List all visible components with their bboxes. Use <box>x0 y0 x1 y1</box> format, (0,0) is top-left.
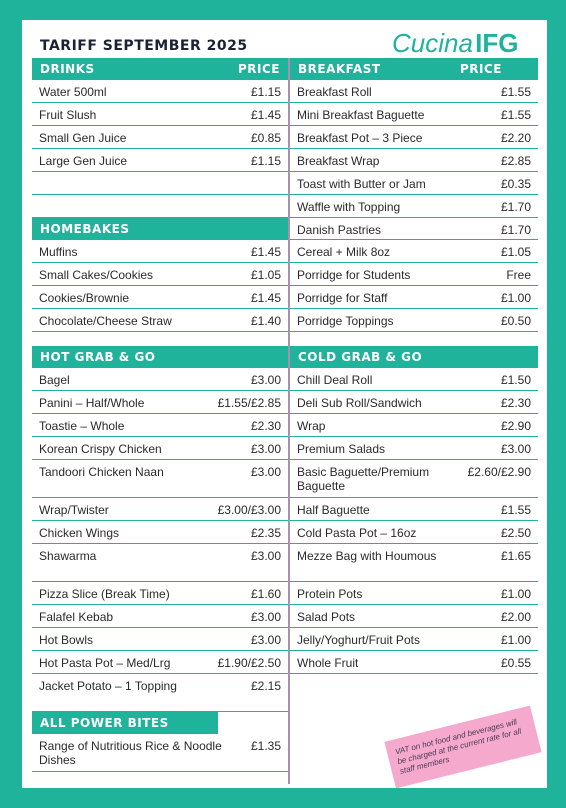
brand-name: Cucina <box>392 28 473 58</box>
item-name: Tandoori Chicken Naan <box>39 465 164 479</box>
item-name: Breakfast Pot – 3 Piece <box>297 131 423 145</box>
homebakes-header <box>32 218 288 240</box>
section-title: HOT GRAB & GO <box>40 350 156 364</box>
item-price: £1.55 <box>500 503 531 517</box>
item-price: £1.40 <box>250 314 281 328</box>
item-name: Wrap <box>297 419 326 433</box>
menu-row <box>290 651 538 674</box>
item-price: £0.50 <box>500 314 531 328</box>
item-price: £0.35 <box>500 177 531 191</box>
item-price: £1.35 <box>250 739 281 753</box>
item-name: Half Baguette <box>297 503 370 517</box>
item-name: Cookies/Brownie <box>39 291 130 305</box>
item-price: £0.55 <box>500 656 531 670</box>
item-price: £0.85 <box>250 131 281 145</box>
menu-row <box>290 414 538 437</box>
menu-row <box>32 674 288 712</box>
page-title: TARIFF SEPTEMBER 2025 <box>40 38 248 54</box>
item-name: Chill Deal Roll <box>297 373 373 387</box>
menu-row <box>290 286 538 309</box>
menu-row <box>290 521 538 544</box>
item-price: Free <box>506 268 531 282</box>
item-name: Danish Pastries <box>297 223 382 237</box>
menu-row <box>32 460 288 498</box>
item-name: Hot Pasta Pot – Med/Lrg <box>39 656 171 670</box>
item-name: Whole Fruit <box>297 656 359 670</box>
item-name: Toast with Butter or Jam <box>297 177 426 191</box>
item-price: £2.50 <box>500 526 531 540</box>
breakfast-header <box>290 58 538 80</box>
section-gap <box>290 332 538 346</box>
menu-row <box>290 309 538 332</box>
item-price: £3.00 <box>250 610 281 624</box>
item-name: Porridge Toppings <box>297 314 394 328</box>
item-price: £1.15 <box>250 154 281 168</box>
item-price: £2.30 <box>250 419 281 433</box>
vat-note: VAT on hot food and beverages will be charged at the current rate for all staff members <box>384 706 541 789</box>
menu-row <box>290 391 538 414</box>
item-name: Small Cakes/Cookies <box>39 268 154 282</box>
item-price: £1.45 <box>250 245 281 259</box>
item-price: £1.00 <box>500 291 531 305</box>
item-name: Range of Nutritious Rice & Noodle Dishes <box>39 739 222 767</box>
menu-row <box>290 498 538 521</box>
item-price: £2.90 <box>500 419 531 433</box>
item-name: Salad Pots <box>297 610 356 624</box>
menu-row <box>290 263 538 286</box>
item-name: Porridge for Students <box>297 268 411 282</box>
menu-row <box>290 218 538 240</box>
item-price: £1.45 <box>250 291 281 305</box>
empty-row <box>32 195 288 218</box>
item-name: Mini Breakfast Baguette <box>297 108 425 122</box>
item-name: Water 500ml <box>39 85 107 99</box>
menu-row <box>32 80 288 103</box>
item-name: Jacket Potato – 1 Topping <box>39 679 177 693</box>
menu-row <box>290 605 538 628</box>
item-price: £3.00 <box>250 549 281 563</box>
item-name: Falafel Kebab <box>39 610 114 624</box>
menu-row <box>32 605 288 628</box>
menu-row <box>32 651 288 674</box>
menu-row <box>290 628 538 651</box>
item-price: £1.90/£2.50 <box>217 656 281 670</box>
menu-row <box>32 263 288 286</box>
item-price: £1.05 <box>250 268 281 282</box>
item-price: £1.00 <box>500 633 531 647</box>
item-price: £2.15 <box>250 679 281 693</box>
section-title: DRINKS <box>40 62 95 76</box>
menu-row <box>290 582 538 605</box>
item-name: Bagel <box>39 373 70 387</box>
item-name: Muffins <box>39 245 78 259</box>
menu-row <box>290 437 538 460</box>
menu-row <box>290 195 538 218</box>
menu-row <box>32 498 288 521</box>
section-title: BREAKFAST <box>298 62 381 76</box>
item-name: Deli Sub Roll/Sandwich <box>297 396 422 410</box>
item-price: £3.00 <box>250 633 281 647</box>
menu-row <box>290 172 538 195</box>
item-name: Cold Pasta Pot – 16oz <box>297 526 417 540</box>
menu-row <box>32 734 288 772</box>
item-name: Mezze Bag with Houmous <box>297 549 437 563</box>
item-price: £2.85 <box>500 154 531 168</box>
brand-logo <box>392 28 518 59</box>
item-price: £1.15 <box>250 85 281 99</box>
item-name: Breakfast Wrap <box>297 154 380 168</box>
menu-row <box>32 368 288 391</box>
item-price: £3.00 <box>500 442 531 456</box>
menu-row <box>32 414 288 437</box>
item-price: £2.20 <box>500 131 531 145</box>
menu-row <box>32 544 288 582</box>
left-column <box>32 58 288 772</box>
item-name: Wrap/Twister <box>39 503 109 517</box>
menu-row <box>290 368 538 391</box>
item-name: Cereal + Milk 8oz <box>297 245 391 259</box>
section-gap <box>32 332 288 346</box>
price-label: PRICE <box>459 62 502 76</box>
cold-grab-header <box>290 346 538 368</box>
empty-row <box>32 172 288 195</box>
section-title: ALL POWER BITES <box>40 716 169 730</box>
item-price: £1.65 <box>500 549 531 563</box>
item-price: £1.55 <box>500 85 531 99</box>
item-price: £1.00 <box>500 587 531 601</box>
power-bites-header <box>32 712 218 734</box>
menu-row <box>32 437 288 460</box>
item-price: £1.05 <box>500 245 531 259</box>
item-name: Premium Salads <box>297 442 386 456</box>
menu-row <box>32 103 288 126</box>
item-name: Chicken Wings <box>39 526 120 540</box>
item-price: £2.00 <box>500 610 531 624</box>
bottom-band <box>22 788 547 808</box>
item-price: £1.70 <box>500 223 531 237</box>
menu-row <box>32 582 288 605</box>
item-price: £2.60/£2.90 <box>467 465 531 479</box>
item-name: Small Gen Juice <box>39 131 127 145</box>
menu-row <box>32 286 288 309</box>
menu-row <box>32 309 288 332</box>
menu-row <box>290 544 538 582</box>
hot-grab-header <box>32 346 288 368</box>
price-label: PRICE <box>237 62 280 76</box>
item-name: Toastie – Whole <box>39 419 125 433</box>
item-name: Breakfast Roll <box>297 85 372 99</box>
menu-row <box>32 240 288 263</box>
item-price: £3.00/£3.00 <box>217 503 281 517</box>
right-column <box>290 58 538 674</box>
item-name: Jelly/Yoghurt/Fruit Pots <box>297 633 420 647</box>
menu-row <box>32 628 288 651</box>
menu-row <box>290 149 538 172</box>
item-price: £1.45 <box>250 108 281 122</box>
item-name: Fruit Slush <box>39 108 97 122</box>
item-name: Basic Baguette/Premium Baguette <box>297 465 430 493</box>
item-name: Chocolate/Cheese Straw <box>39 314 172 328</box>
item-name: Waffle with Topping <box>297 200 401 214</box>
item-price: £2.30 <box>500 396 531 410</box>
item-name: Pizza Slice (Break Time) <box>39 587 170 601</box>
item-name: Panini – Half/Whole <box>39 396 145 410</box>
item-name: Hot Bowls <box>39 633 94 647</box>
menu-row <box>32 391 288 414</box>
item-price: £3.00 <box>250 373 281 387</box>
menu-row <box>290 460 538 498</box>
item-price: £3.00 <box>250 442 281 456</box>
item-name: Large Gen Juice <box>39 154 128 168</box>
item-price: £1.55/£2.85 <box>217 396 281 410</box>
brand-suffix: IFG <box>475 28 519 58</box>
section-title: HOMEBAKES <box>40 222 130 236</box>
section-title: COLD GRAB & GO <box>298 350 423 364</box>
item-price: £2.35 <box>250 526 281 540</box>
item-name: Korean Crispy Chicken <box>39 442 162 456</box>
item-name: Porridge for Staff <box>297 291 388 305</box>
menu-row <box>32 521 288 544</box>
drinks-header <box>32 58 288 80</box>
menu-row <box>32 149 288 172</box>
item-price: £1.70 <box>500 200 531 214</box>
item-price: £1.50 <box>500 373 531 387</box>
item-name: Protein Pots <box>297 587 363 601</box>
menu-row <box>290 126 538 149</box>
item-price: £3.00 <box>250 465 281 479</box>
menu-row <box>290 240 538 263</box>
item-price: £1.60 <box>250 587 281 601</box>
item-name: Shawarma <box>39 549 97 563</box>
menu-row <box>290 103 538 126</box>
menu-row <box>32 126 288 149</box>
menu-row <box>290 80 538 103</box>
item-price: £1.55 <box>500 108 531 122</box>
